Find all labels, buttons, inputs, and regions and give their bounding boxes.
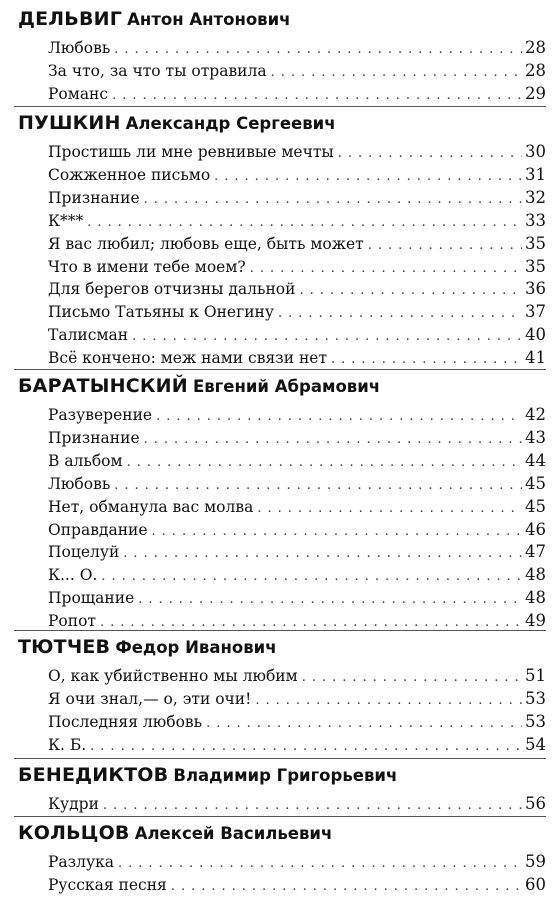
poem-title: Ропот [48,612,96,631]
poem-title: Разлука [48,853,115,871]
author-heading [18,375,380,401]
poem-title: Нет, обманула вас молва [48,497,254,516]
page-number: 42 [525,405,546,424]
poem-title: Русская песня [48,875,167,894]
page-number: 41 [525,348,546,368]
author-heading [18,822,332,848]
toc-entry[interactable] [48,520,546,542]
dot-leader [114,478,522,498]
dot-leader [101,569,522,589]
toc-entry[interactable] [48,794,546,816]
toc-entry[interactable] [48,588,546,610]
dot-leader [299,283,522,303]
author-given-name: Владимир Григорьевич [173,766,398,785]
dot-leader [250,261,522,281]
page-number: 59 [525,852,546,871]
poem-title: Всё кончено: меж нами связи нет [48,349,328,368]
page-number: 56 [525,794,546,813]
author-given-name: Федор Иванович [115,638,277,657]
section-divider [14,758,546,759]
toc-entry[interactable] [48,302,546,324]
dot-leader [302,670,522,690]
dot-leader [138,592,522,612]
toc-entry[interactable] [48,735,546,757]
poem-title: Признание [48,188,140,207]
page-number: 32 [525,187,546,207]
toc-entry[interactable] [48,474,546,496]
page-number: 53 [525,711,546,731]
poem-title: В альбом [48,451,123,470]
page-number: 28 [525,38,546,57]
page-number: 49 [525,611,546,631]
toc-entry[interactable] [48,165,546,187]
dot-leader [271,65,522,85]
page-number: 35 [525,256,546,276]
toc-entry[interactable] [48,61,546,83]
toc-entry[interactable] [48,348,546,370]
toc-entry[interactable] [48,38,546,60]
dot-leader [132,329,522,349]
dot-leader [87,215,522,235]
page-number: 44 [525,450,546,470]
toc-entry[interactable] [48,211,546,233]
toc-entry[interactable] [48,451,546,473]
toc-entry[interactable] [48,142,546,164]
toc-entry[interactable] [48,497,546,519]
page-number: 35 [525,233,546,253]
poem-title: Разуверение [48,406,153,424]
toc-entry[interactable] [48,689,546,711]
poem-title: Для берегов отчизны дальной [48,280,296,299]
author-heading [18,764,397,790]
dot-leader [118,856,522,876]
toc-entry[interactable] [48,234,546,256]
page-number: 51 [525,666,546,685]
author-surname: КОЛЬЦОВ [18,822,130,844]
page-number: 37 [525,302,546,322]
dot-leader [368,238,522,258]
page-number: 53 [525,688,546,708]
author-surname: ДЕЛЬВИГ [18,8,123,30]
dot-leader [127,455,522,475]
dot-leader [114,42,522,62]
page-number: 54 [525,734,546,754]
toc-entry[interactable] [48,565,546,587]
poem-title: Прощание [48,589,135,608]
page-number: 33 [525,210,546,230]
poem-title: Я вас любил; любовь еще, быть может [48,234,364,253]
page-number: 36 [525,279,546,299]
author-surname: ПУШКИН [18,112,121,134]
section-divider [14,106,546,107]
dot-leader [90,739,522,759]
page-number: 46 [525,519,546,539]
poem-title: О, как убийственно мы любим [48,667,298,685]
dot-leader [144,432,522,452]
page-number: 60 [525,874,546,894]
toc-entry[interactable] [48,325,546,347]
dot-leader [100,615,522,635]
page-number: 30 [525,142,546,161]
page-number: 45 [525,496,546,516]
toc-entry[interactable] [48,666,546,688]
page-number: 28 [525,60,546,80]
author-surname: БАРАТЫНСКИЙ [18,375,188,397]
section-divider [14,630,546,631]
author-given-name: Алексей Васильевич [134,824,333,843]
dot-leader [338,146,522,166]
section-divider [14,816,546,817]
dot-leader [156,409,522,429]
dot-leader [278,306,522,326]
poem-title: Кудри [48,795,99,813]
toc-entry[interactable] [48,428,546,450]
dot-leader [103,798,522,818]
poem-title: Сожженное письмо [48,165,211,184]
page-number: 31 [525,164,546,184]
dot-leader [171,879,522,899]
poem-title: Талисман [48,326,129,345]
page-number: 29 [525,83,546,103]
poem-title: За что, за что ты отравила [48,61,267,80]
dot-leader [257,501,522,521]
page-number: 43 [525,427,546,447]
poem-title: Письмо Татьяны к Онегину [48,303,274,322]
dot-leader [144,192,522,212]
dot-leader [152,524,522,544]
page-number: 40 [525,325,546,345]
poem-title: Последняя любовь [48,712,203,731]
toc-entry[interactable] [48,852,546,874]
author-given-name: Евгений Абрамович [192,377,381,396]
dot-leader [214,169,522,189]
poem-title: Признание [48,428,140,447]
page-number: 48 [525,565,546,585]
dot-leader [123,546,522,566]
toc-entry[interactable] [48,188,546,210]
toc-entry[interactable] [48,279,546,301]
toc-entry[interactable] [48,875,546,897]
author-heading [18,112,336,138]
poem-title: Поцелуй [48,543,120,562]
page-number: 45 [525,473,546,493]
poem-title: К. Б. [48,735,87,754]
dot-leader [112,88,522,108]
toc-entry[interactable] [48,84,546,106]
poem-title: Простишь ли мне ревнивые мечты [48,143,334,161]
poem-title: Романс [48,84,109,103]
page-number: 48 [525,588,546,608]
poem-title: К... О. [48,566,98,585]
poem-title: Что в имени тебе моем? [48,257,246,276]
author-heading [18,636,277,662]
author-surname: БЕНЕДИКТОВ [18,764,169,786]
toc-entry[interactable] [48,542,546,564]
page-number: 47 [525,542,546,562]
author-given-name: Александр Сергеевич [125,114,336,133]
poem-title: Оправдание [48,520,148,539]
author-surname: ТЮТЧЕВ [18,636,111,658]
toc-entry[interactable] [48,712,546,734]
poem-title: Любовь [48,39,111,57]
author-given-name: Антон Антонович [127,10,291,29]
section-divider [14,369,546,370]
dot-leader [255,693,522,713]
dot-leader [206,716,522,736]
toc-entry[interactable] [48,405,546,427]
poem-title: Любовь [48,474,111,493]
poem-title: Я очи знал,— о, эти очи! [48,689,252,708]
toc-entry[interactable] [48,257,546,279]
poem-title: К*** [48,211,84,230]
author-heading [18,8,291,34]
